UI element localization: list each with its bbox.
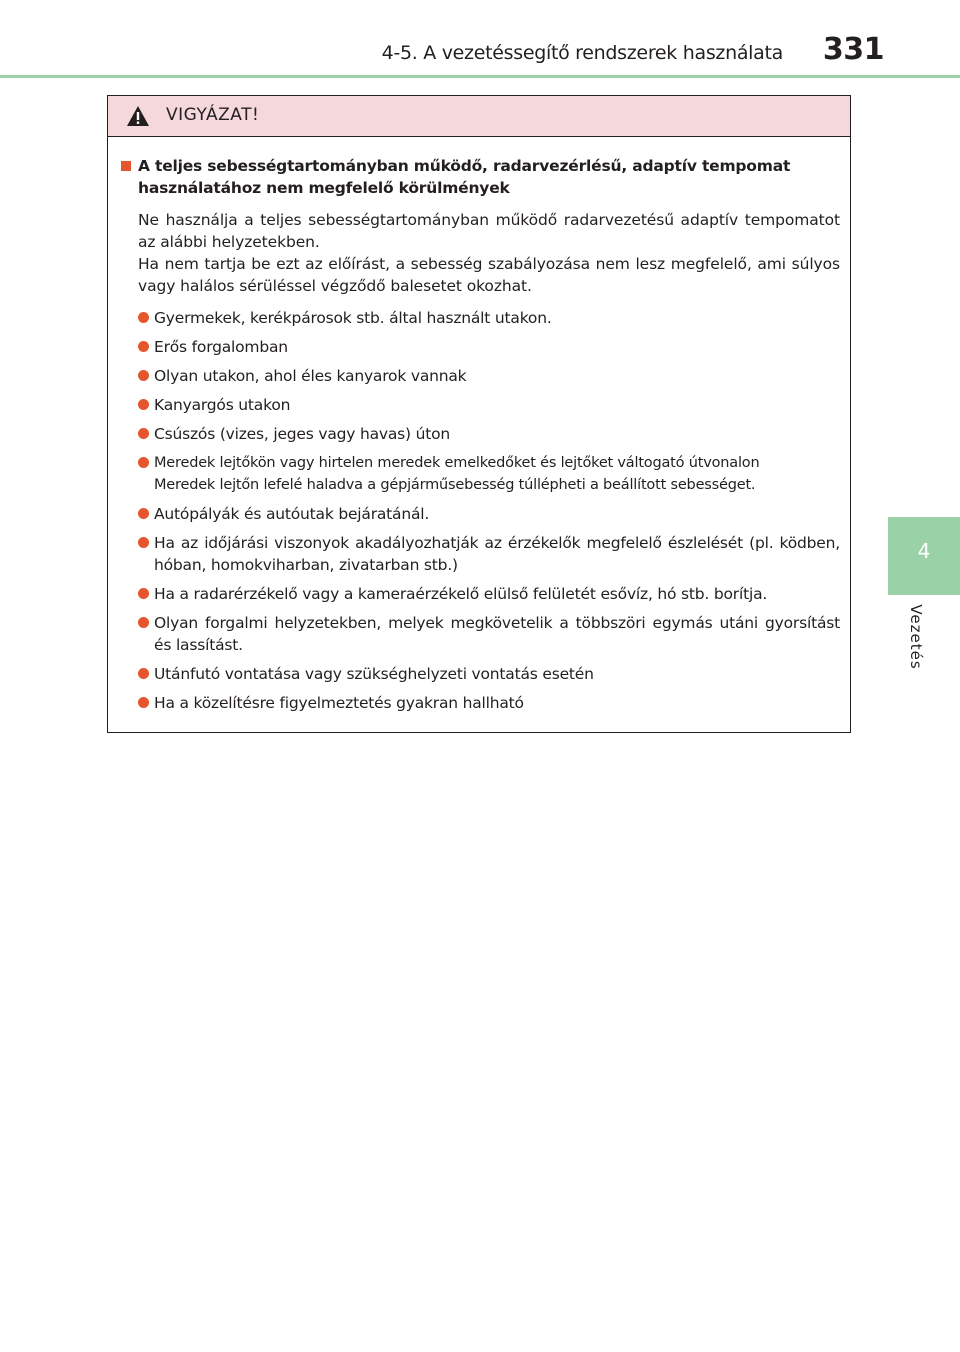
square-bullet-icon xyxy=(121,161,131,171)
intro-paragraph-2: Ha nem tartja be ezt az előírást, a sebesség szabályozása nem lesz megfelelő, ami súlyos vagy halálos sérüléssel végződő balesetet okozhat. xyxy=(138,255,840,295)
list-item: Csúszós (vizes, jeges vagy havas) úton xyxy=(138,423,840,445)
list-item: Ha a közelítésre figyelmeztetés gyakran hallható xyxy=(138,692,840,714)
intro-paragraph-1: Ne használja a teljes sebességtartományban működő radarvezetésű adaptív tempomatot az alábbi helyzetekben. xyxy=(138,211,840,251)
header-divider xyxy=(0,75,960,78)
list-item: Ha az időjárási viszonyok akadályozhatják az érzékelők megfelelő észlelését (pl. ködben, hóban, homokviharban, zivatarban stb.) xyxy=(138,532,840,576)
chapter-number: 4 xyxy=(917,539,931,563)
list-item: Ha a radarérzékelő vagy a kameraérzékelő elülső felületét esővíz, hó stb. borítja. xyxy=(138,583,840,605)
round-bullet-icon xyxy=(138,668,149,679)
round-bullet-icon xyxy=(138,312,149,323)
list-item: Kanyargós utakon xyxy=(138,394,840,416)
chapter-tab xyxy=(888,517,960,595)
round-bullet-icon xyxy=(138,508,149,519)
list-item: Autópályák és autóutak bejáratánál. xyxy=(138,503,840,525)
round-bullet-icon xyxy=(138,697,149,708)
round-bullet-icon xyxy=(138,457,149,468)
section-heading xyxy=(118,155,840,199)
intro-text xyxy=(118,209,840,297)
list-item: Olyan forgalmi helyzetekben, melyek megkövetelik a többszöri egymás utáni gyorsítást és lassítást. xyxy=(138,612,840,656)
list-item: Utánfutó vontatása vagy szükséghelyzeti vontatás esetén xyxy=(138,663,840,685)
round-bullet-icon xyxy=(138,588,149,599)
list-item: Olyan utakon, ahol éles kanyarok vannak xyxy=(138,365,840,387)
warning-triangle-icon xyxy=(126,105,150,127)
round-bullet-icon xyxy=(138,617,149,628)
chapter-label: Vezetés xyxy=(907,604,925,670)
page-number: 331 xyxy=(822,32,884,67)
section-heading-text: A teljes sebességtartományban működő, radarvezérlésű, adaptív tempomat használatához nem megfelelő körülmények xyxy=(138,157,791,197)
round-bullet-icon xyxy=(138,399,149,410)
warning-title: VIGYÁZAT! xyxy=(166,105,260,125)
round-bullet-icon xyxy=(138,537,149,548)
round-bullet-icon xyxy=(138,370,149,381)
round-bullet-icon xyxy=(138,428,149,439)
warning-box xyxy=(107,95,851,733)
list-item-subtext: Meredek lejtőn lefelé haladva a gépjárműsebesség túllépheti a beállított sebességet. xyxy=(154,477,756,493)
section-title: 4-5. A vezetéssegítő rendszerek használata xyxy=(381,42,783,64)
list-item: Erős forgalomban xyxy=(138,336,840,358)
list-item: Gyermekek, kerékpárosok stb. által használt utakon. xyxy=(138,307,840,329)
condition-list xyxy=(118,307,840,714)
list-item: Meredek lejtőkön vagy hirtelen meredek emelkedőket és lejtőket váltogató útvonalon Meredek lejtőn lefelé haladva a gépjárműsebesség túllépheti a beállított sebességet. xyxy=(138,452,840,496)
round-bullet-icon xyxy=(138,341,149,352)
warning-body xyxy=(108,137,850,714)
warning-header xyxy=(108,96,850,137)
chapter-label-container xyxy=(904,600,928,680)
page-header xyxy=(0,0,960,80)
